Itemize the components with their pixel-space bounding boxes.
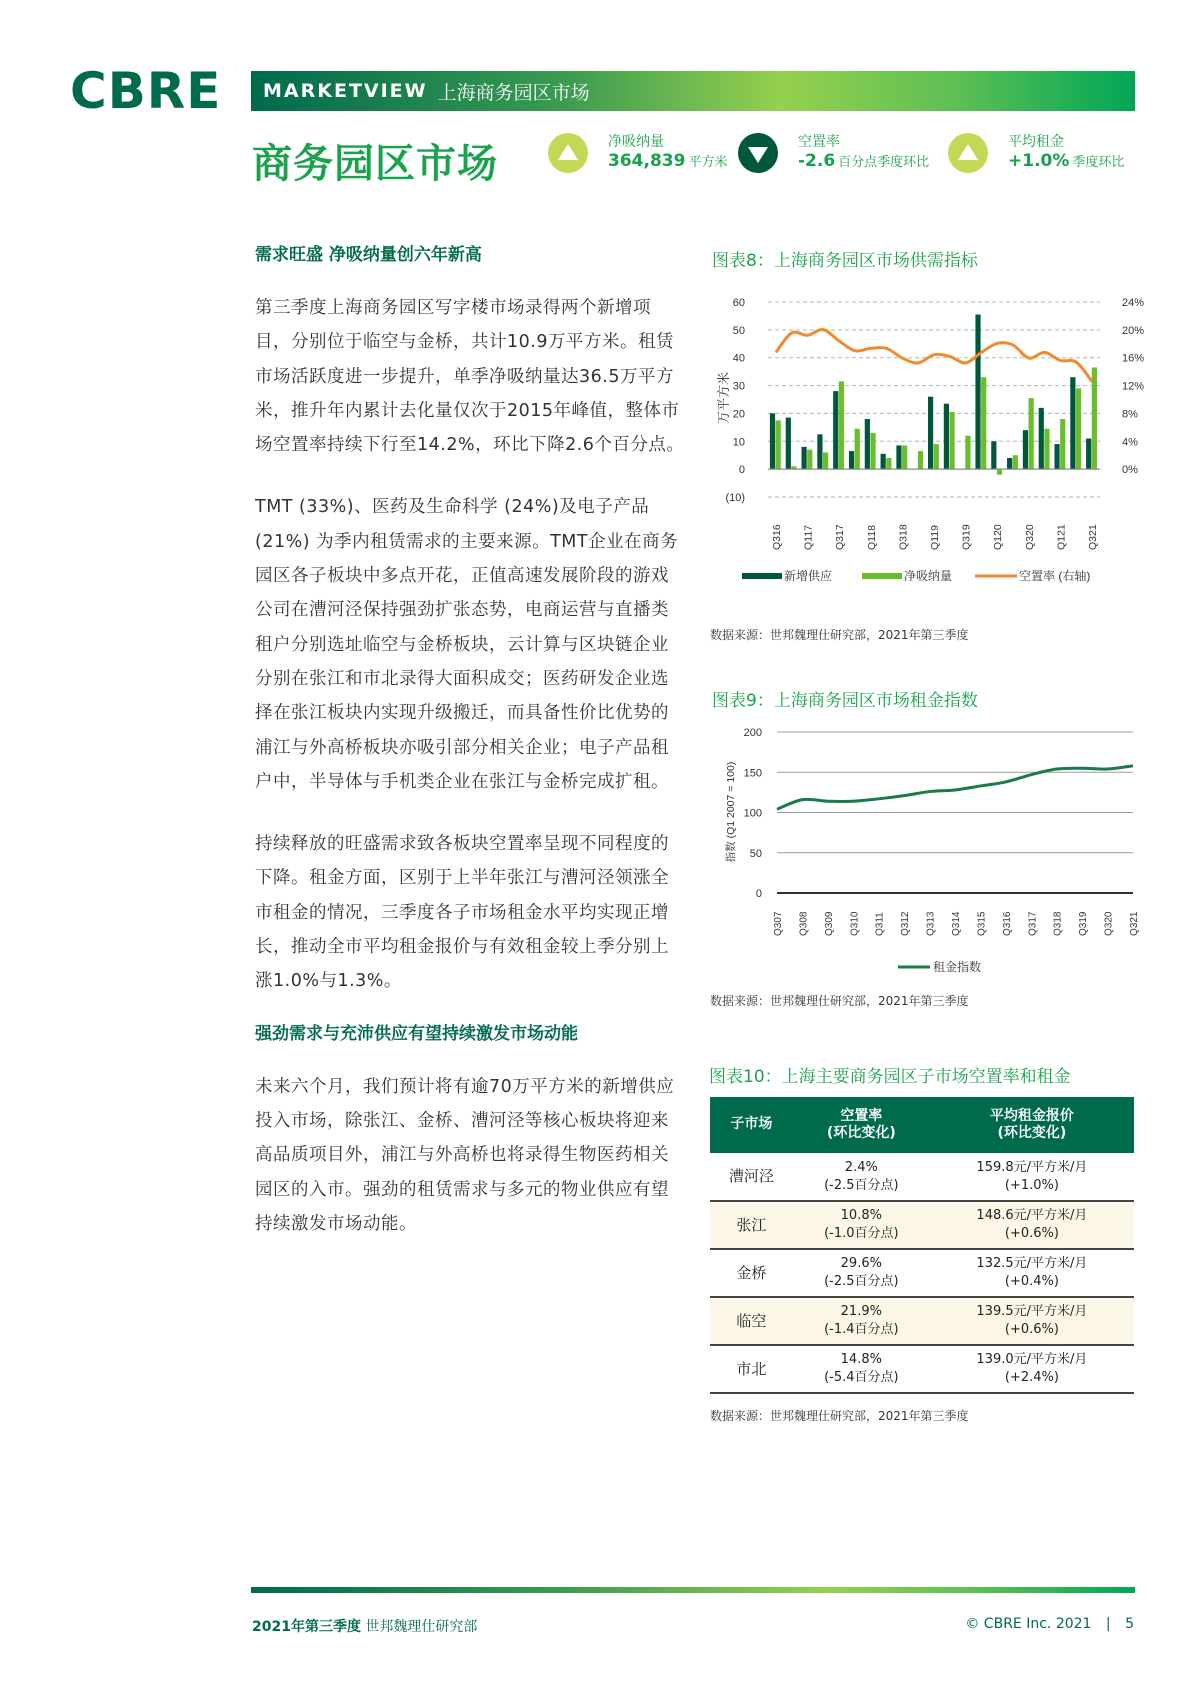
- kpi-net-absorption: [548, 133, 727, 173]
- svg-text:Q118: Q118: [865, 525, 878, 550]
- svg-text:Q313: Q313: [925, 911, 937, 936]
- svg-text:0: 0: [755, 888, 762, 900]
- table-row: [710, 1345, 1134, 1393]
- svg-text:0%: 0%: [1122, 464, 1138, 477]
- col-header-submarket: 子市场: [710, 1097, 793, 1153]
- svg-text:指数 (Q1 2007 = 100): 指数 (Q1 2007 = 100): [725, 761, 737, 863]
- svg-text:30: 30: [732, 380, 745, 393]
- banner-title: 上海商务园区市场: [437, 81, 590, 104]
- svg-text:150: 150: [743, 767, 762, 780]
- submarket-name: 市北: [710, 1345, 793, 1393]
- svg-text:万平方米: 万平方米: [716, 371, 731, 425]
- svg-text:20%: 20%: [1122, 324, 1145, 337]
- vacancy-cell: 2.4% (-2.5百分点): [793, 1153, 930, 1201]
- svg-text:Q320: Q320: [1103, 911, 1115, 936]
- vacancy-cell: 21.9% (-1.4百分点): [793, 1297, 930, 1345]
- table-row: [710, 1249, 1134, 1297]
- table-row: [710, 1153, 1134, 1201]
- col-header-vacancy: 空置率 (环比变化): [793, 1097, 930, 1153]
- submarket-name: 临空: [710, 1297, 793, 1345]
- svg-text:Q320: Q320: [1023, 524, 1036, 550]
- kpi-unit: 百分点季度环比: [838, 155, 930, 171]
- svg-text:Q309: Q309: [823, 911, 835, 936]
- svg-text:4%: 4%: [1122, 436, 1138, 449]
- svg-text:Q316: Q316: [1001, 911, 1013, 936]
- svg-text:(10): (10): [725, 492, 745, 504]
- page-number: 5: [1125, 1616, 1134, 1632]
- footer-dept: 世邦魏理仕研究部: [365, 1619, 478, 1635]
- table-row: [710, 1297, 1134, 1345]
- svg-text:Q117: Q117: [802, 525, 815, 550]
- kpi-avg-rent: [948, 133, 1124, 173]
- kpi-label: 平均租金: [1008, 134, 1064, 151]
- vacancy-cell: 14.8% (-5.4百分点): [793, 1345, 930, 1393]
- svg-text:60: 60: [732, 297, 745, 309]
- svg-text:40: 40: [732, 352, 745, 365]
- paragraph: 持续释放的旺盛需求致各板块空置率呈现不同程度的下降。租金方面，区别于上半年张江与漕河泾领涨全市租金的情况，三季度各子市场租金水平均实现正增长，推动全市平均租金报价与有效租金较上季分别上涨1.0%与1.3%。: [255, 834, 669, 992]
- svg-text:Q312: Q312: [900, 911, 912, 936]
- footer-divider: [251, 1587, 1135, 1593]
- svg-text:Q308: Q308: [798, 911, 810, 936]
- svg-text:8%: 8%: [1122, 408, 1138, 421]
- footer-separator: |: [1105, 1616, 1111, 1632]
- footer-right: [965, 1616, 1134, 1632]
- svg-text:Q307: Q307: [773, 911, 784, 936]
- svg-text:50: 50: [732, 324, 745, 337]
- banner-prefix: MARKETVIEW: [263, 80, 428, 102]
- rent-index-chart: [700, 720, 1160, 980]
- kpi-unit: 季度环比: [1072, 155, 1125, 171]
- paragraph: TMT (33%)、医药及生命科学 (24%)及电子产品 (21%) 为季内租赁需求的主要来源。TMT企业在商务园区各子板块中多点开花，正值高速发展阶段的游戏公司在漕河泾保持强劲扩张态势，电商运营与直播类租户分别选址临空与金桥板块，云计算与区块链企业分别在张江和市北录得大面积成交；医药研发企业选择在张江板块内实现升级搬迁，而具备性价比优势的浦江与外高桥板块亦吸引部分相关企业；电子产品租户中，半导体与手机类企业在张江与金桥完成扩租。: [255, 497, 679, 792]
- rent-cell: 159.8元/平方米/月 (+1.0%): [930, 1153, 1134, 1201]
- article-column: [255, 240, 685, 1269]
- rent-cell: 132.5元/平方米/月 (+0.4%): [930, 1249, 1134, 1297]
- svg-text:Q314: Q314: [951, 911, 962, 936]
- svg-text:20: 20: [732, 408, 745, 421]
- svg-text:Q319: Q319: [960, 524, 973, 550]
- col-header-rent: 平均租金报价 (环比变化): [930, 1097, 1134, 1153]
- svg-text:24%: 24%: [1122, 297, 1145, 309]
- figure10-source: 数据来源：世邦魏理仕研究部，2021年第三季度: [710, 1409, 969, 1423]
- svg-text:50: 50: [749, 847, 762, 860]
- submarket-name: 漕河泾: [710, 1153, 793, 1201]
- svg-text:12%: 12%: [1122, 380, 1145, 393]
- submarket-name: 金桥: [710, 1249, 793, 1297]
- svg-text:Q121: Q121: [1055, 524, 1068, 550]
- svg-text:Q319: Q319: [1078, 911, 1090, 936]
- figure10-title: 图表10：上海主要商务园区子市场空置率和租金: [709, 1067, 1071, 1087]
- figure8-title: 图表8：上海商务园区市场供需指标: [712, 251, 978, 271]
- cbre-logo: CBRE: [70, 62, 222, 120]
- footer-left: [252, 1616, 477, 1636]
- svg-text:空置率 (右轴): 空置率 (右轴): [1019, 569, 1091, 583]
- footer-period: 2021年第三季度: [252, 1619, 361, 1635]
- svg-text:新增供应: 新增供应: [784, 569, 833, 583]
- triangle-up-icon: [948, 133, 988, 173]
- kpi-label: 净吸纳量: [608, 134, 664, 151]
- svg-text:Q318: Q318: [897, 524, 910, 550]
- submarket-name: 张江: [710, 1201, 793, 1249]
- table-row: [710, 1201, 1134, 1249]
- svg-text:16%: 16%: [1122, 352, 1145, 365]
- rent-cell: 139.0元/平方米/月 (+2.4%): [930, 1345, 1134, 1393]
- svg-text:Q318: Q318: [1052, 911, 1064, 936]
- kpi-value: 364,839: [608, 151, 686, 172]
- svg-text:100: 100: [743, 807, 762, 820]
- section-heading: 需求旺盛 净吸纳量创六年新高: [255, 245, 482, 265]
- svg-text:Q120: Q120: [992, 524, 1005, 550]
- section-heading: 强劲需求与充沛供应有望持续激发市场动能: [255, 1023, 578, 1044]
- svg-text:净吸纳量: 净吸纳量: [904, 569, 953, 583]
- submarket-table: [710, 1097, 1134, 1394]
- svg-text:Q317: Q317: [834, 524, 847, 550]
- copyright: © CBRE Inc. 2021: [965, 1616, 1092, 1632]
- svg-text:Q316: Q316: [770, 524, 783, 550]
- kpi-vacancy: [738, 133, 929, 173]
- svg-text:Q321: Q321: [1087, 524, 1100, 550]
- vacancy-cell: 29.6% (-2.5百分点): [793, 1249, 930, 1297]
- marketview-banner: [251, 71, 1135, 111]
- figure8-source: 数据来源：世邦魏理仕研究部，2021年第三季度: [710, 628, 969, 642]
- kpi-strip: [548, 133, 1148, 183]
- page-title: 商务园区市场: [252, 141, 498, 187]
- svg-text:Q321: Q321: [1129, 911, 1140, 936]
- figure9-title: 图表9：上海商务园区市场租金指数: [712, 691, 978, 711]
- svg-text:Q315: Q315: [976, 911, 988, 936]
- rent-cell: 148.6元/平方米/月 (+0.6%): [930, 1201, 1134, 1249]
- supply-demand-chart: [700, 290, 1160, 610]
- paragraph: 未来六个月，我们预计将有逾70万平方米的新增供应投入市场，除张江、金桥、漕河泾等核心板块将迎来高品质项目外，浦江与外高桥也将录得生物医药相关园区的入市。强劲的租赁需求与多元的物业供应有望持续激发市场动能。: [255, 1076, 675, 1234]
- kpi-value: -2.6: [798, 151, 836, 172]
- svg-text:200: 200: [743, 727, 762, 739]
- triangle-down-icon: [738, 133, 778, 173]
- svg-text:Q119: Q119: [929, 525, 941, 550]
- figure9-source: 数据来源：世邦魏理仕研究部，2021年第三季度: [710, 994, 969, 1008]
- svg-text:Q311: Q311: [874, 912, 886, 936]
- kpi-value: +1.0%: [1008, 151, 1070, 172]
- svg-text:0: 0: [738, 464, 745, 477]
- svg-text:租金指数: 租金指数: [933, 960, 982, 974]
- kpi-label: 空置率: [798, 134, 840, 151]
- vacancy-cell: 10.8% (-1.0百分点): [793, 1201, 930, 1249]
- kpi-unit: 平方米: [688, 155, 728, 171]
- rent-cell: 139.5元/平方米/月 (+0.6%): [930, 1297, 1134, 1345]
- paragraph: 第三季度上海商务园区写字楼市场录得两个新增项目，分别位于临空与金桥，共计10.9万平方米。租赁市场活跃度进一步提升，单季净吸纳量达36.5万平方米，推升年内累计去化量仅次于2015年峰值，整体市场空置率持续下行至14.2%，环比下降2.6个百分点。: [255, 298, 685, 456]
- svg-text:Q317: Q317: [1027, 911, 1039, 936]
- svg-text:Q310: Q310: [849, 911, 861, 936]
- triangle-up-icon: [548, 133, 588, 173]
- svg-text:10: 10: [732, 436, 745, 449]
